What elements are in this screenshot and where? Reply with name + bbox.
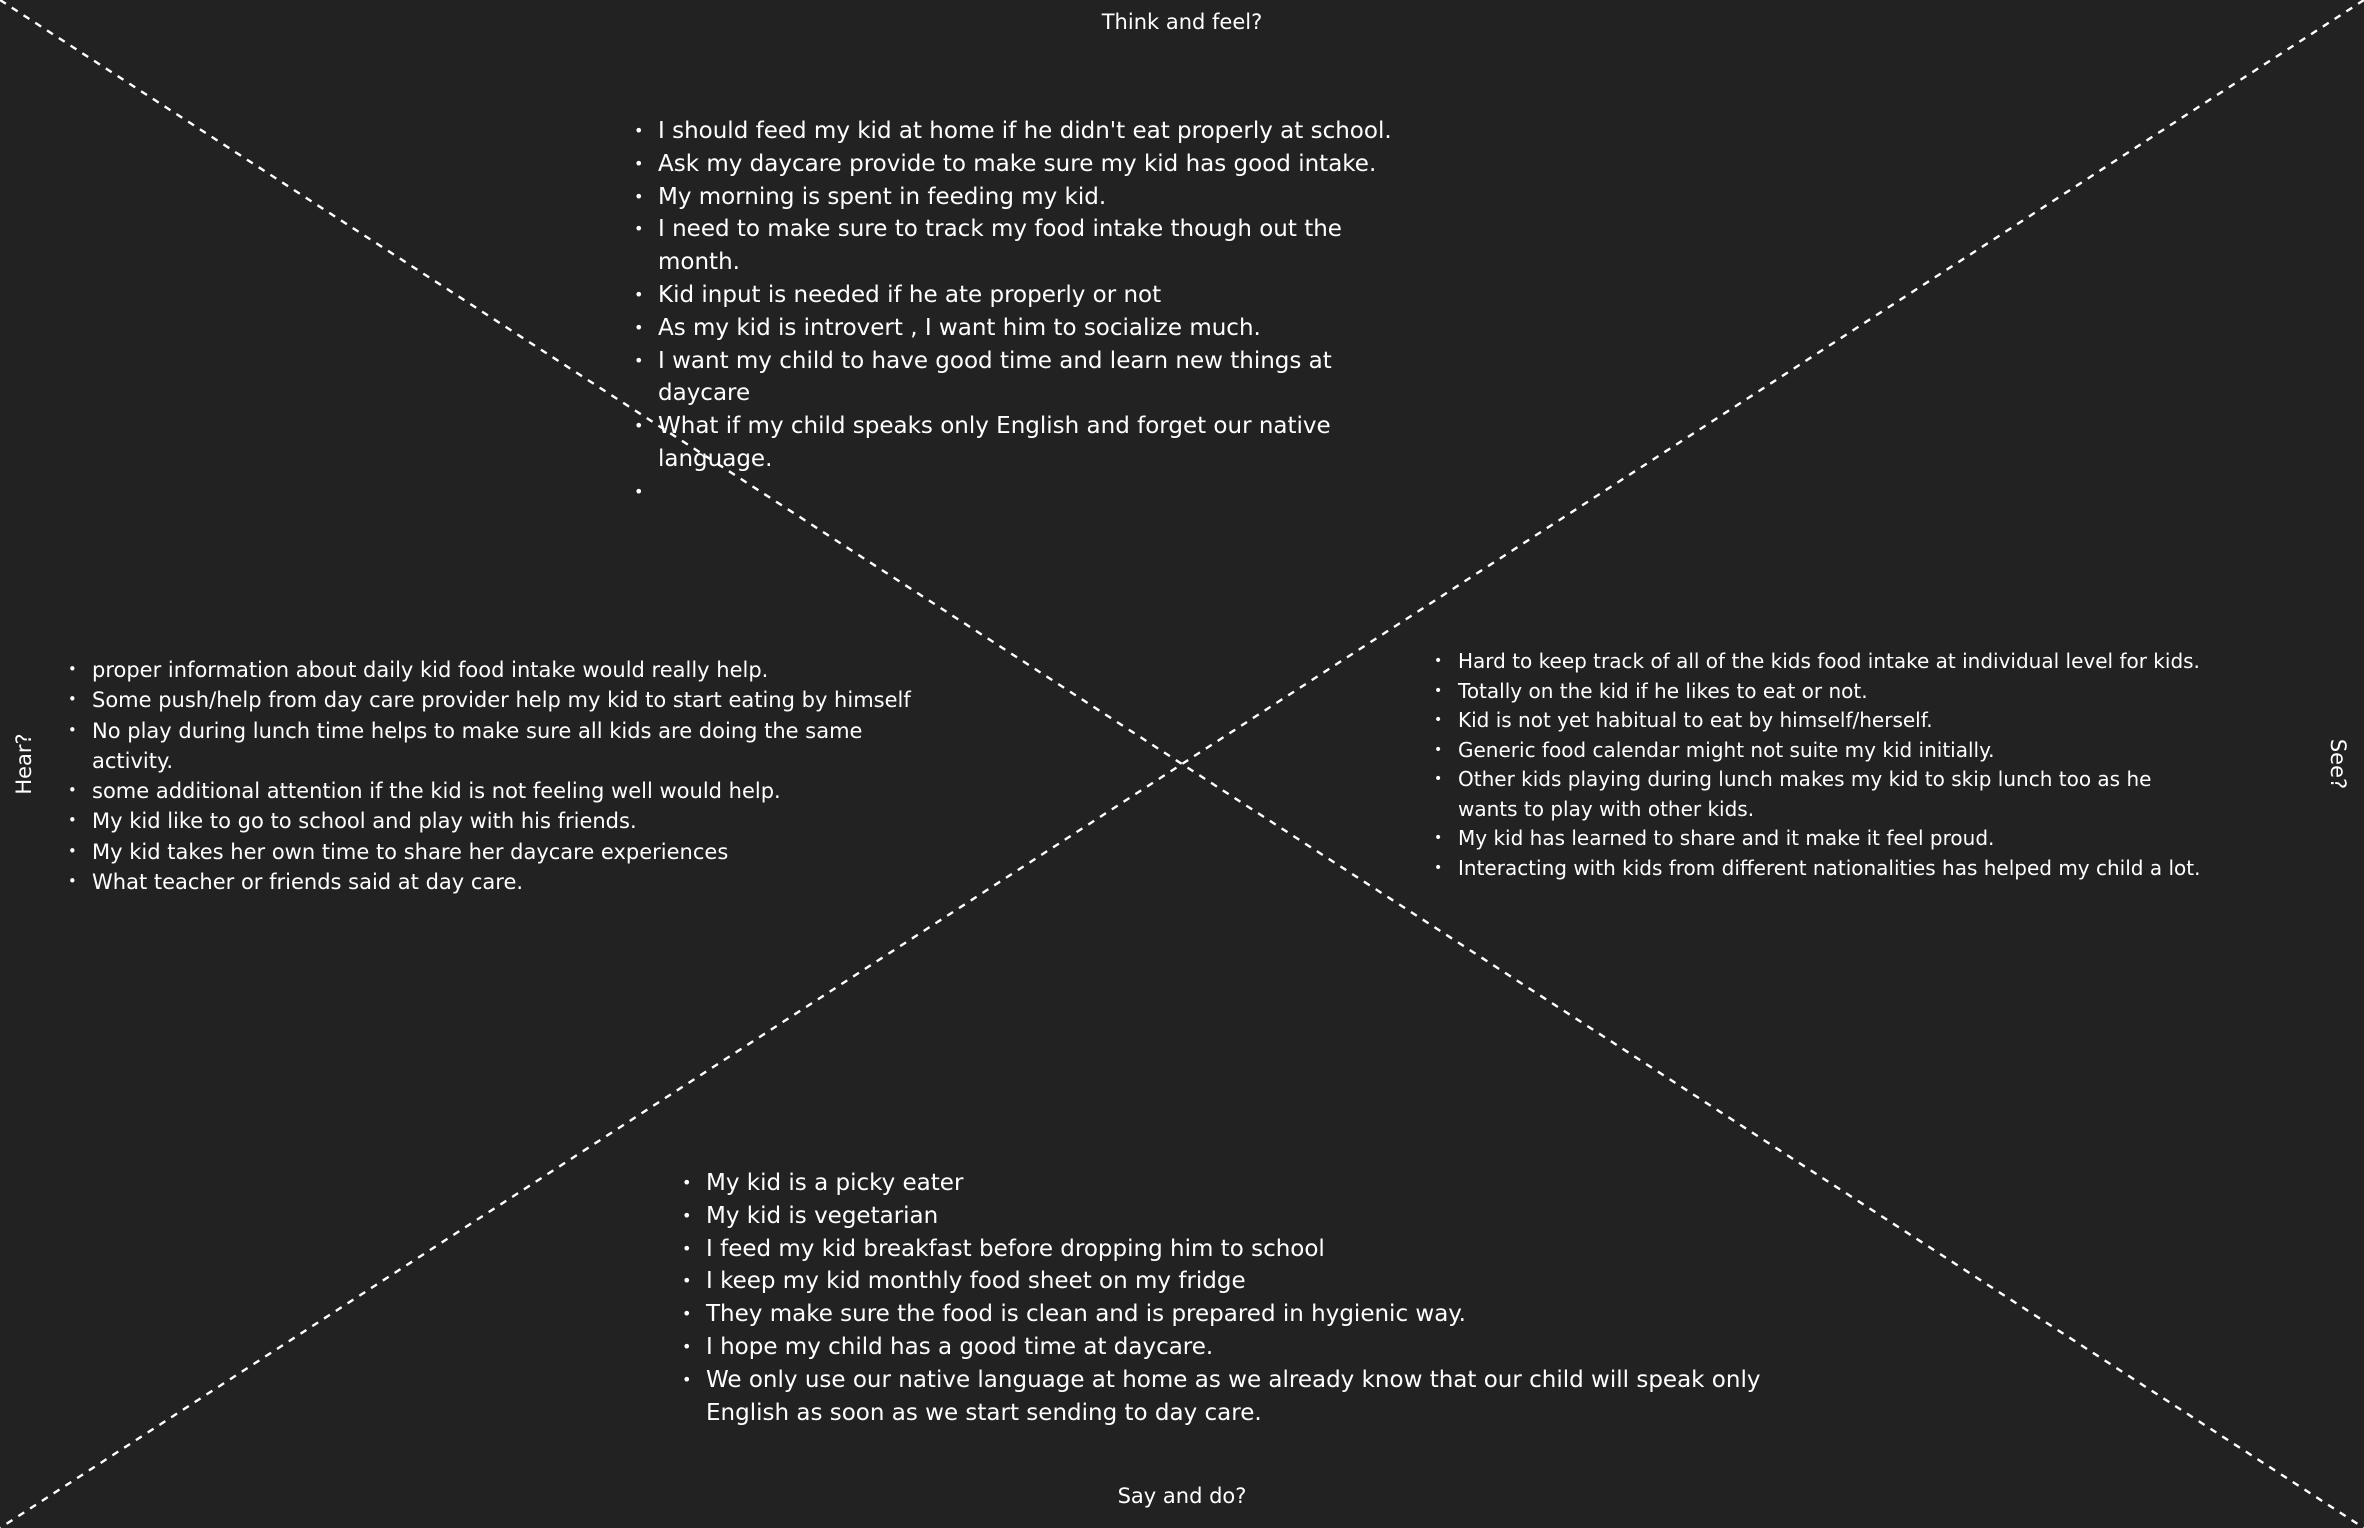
list-item: • Generic food calendar might not suite my kid initially. <box>1434 736 2214 766</box>
list-item: • No play during lunch time helps to make sure all kids are doing the same activity. <box>68 716 928 777</box>
list-item: • I hope my child has a good time at daycare. <box>682 1331 1782 1364</box>
list-item: • My kid is vegetarian <box>682 1200 1782 1233</box>
list-item: • Ask my daycare provide to make sure my kid has good intake. <box>634 148 1394 181</box>
think-feel-list <box>634 115 1394 509</box>
list-item: • Totally on the kid if he likes to eat or not. <box>1434 677 2214 707</box>
list-item: • Kid input is needed if he ate properly or not <box>634 279 1394 312</box>
list-item: • My kid like to go to school and play with his friends. <box>68 806 928 836</box>
list-item: • proper information about daily kid food intake would really help. <box>68 655 928 685</box>
list-item: • My kid has learned to share and it make it feel proud. <box>1434 824 2214 854</box>
hear-list <box>68 655 928 897</box>
list-item: • Interacting with kids from different nationalities has helped my child a lot. <box>1434 854 2214 884</box>
quadrant-label-see: See? <box>2326 738 2350 790</box>
list-item: • What teacher or friends said at day care. <box>68 867 928 897</box>
list-item: • Other kids playing during lunch makes my kid to skip lunch too as he wants to play with other kids. <box>1434 765 2214 824</box>
list-item: • I feed my kid breakfast before dropping him to school <box>682 1233 1782 1266</box>
list-item: • I need to make sure to track my food intake though out the month. <box>634 213 1394 279</box>
list-item: • I should feed my kid at home if he didn't eat properly at school. <box>634 115 1394 148</box>
list-item: • My morning is spent in feeding my kid. <box>634 181 1394 214</box>
see-list <box>1434 647 2214 883</box>
list-item: • They make sure the food is clean and is prepared in hygienic way. <box>682 1298 1782 1331</box>
list-item: • As my kid is introvert , I want him to socialize much. <box>634 312 1394 345</box>
list-item: • I keep my kid monthly food sheet on my fridge <box>682 1265 1782 1298</box>
list-item: • I want my child to have good time and learn new things at daycare <box>634 345 1394 411</box>
say-do-list <box>682 1167 1782 1429</box>
list-item: • Kid is not yet habitual to eat by himself/herself. <box>1434 706 2214 736</box>
list-item: • We only use our native language at home as we already know that our child will speak only English as soon as we start sending to day care. <box>682 1364 1782 1430</box>
list-item: • some additional attention if the kid is not feeling well would help. <box>68 776 928 806</box>
list-item: • My kid takes her own time to share her daycare experiences <box>68 837 928 867</box>
list-item: • Hard to keep track of all of the kids food intake at individual level for kids. <box>1434 647 2214 677</box>
list-item: • What if my child speaks only English and forget our native language. <box>634 410 1394 476</box>
list-item: • Some push/help from day care provider help my kid to start eating by himself <box>68 685 928 715</box>
quadrant-label-hear: Hear? <box>12 733 36 795</box>
quadrant-label-say-do: Say and do? <box>1117 1484 1247 1508</box>
list-item: • My kid is a picky eater <box>682 1167 1782 1200</box>
list-item <box>634 476 1394 509</box>
quadrant-label-think-feel: Think and feel? <box>1101 10 1263 34</box>
